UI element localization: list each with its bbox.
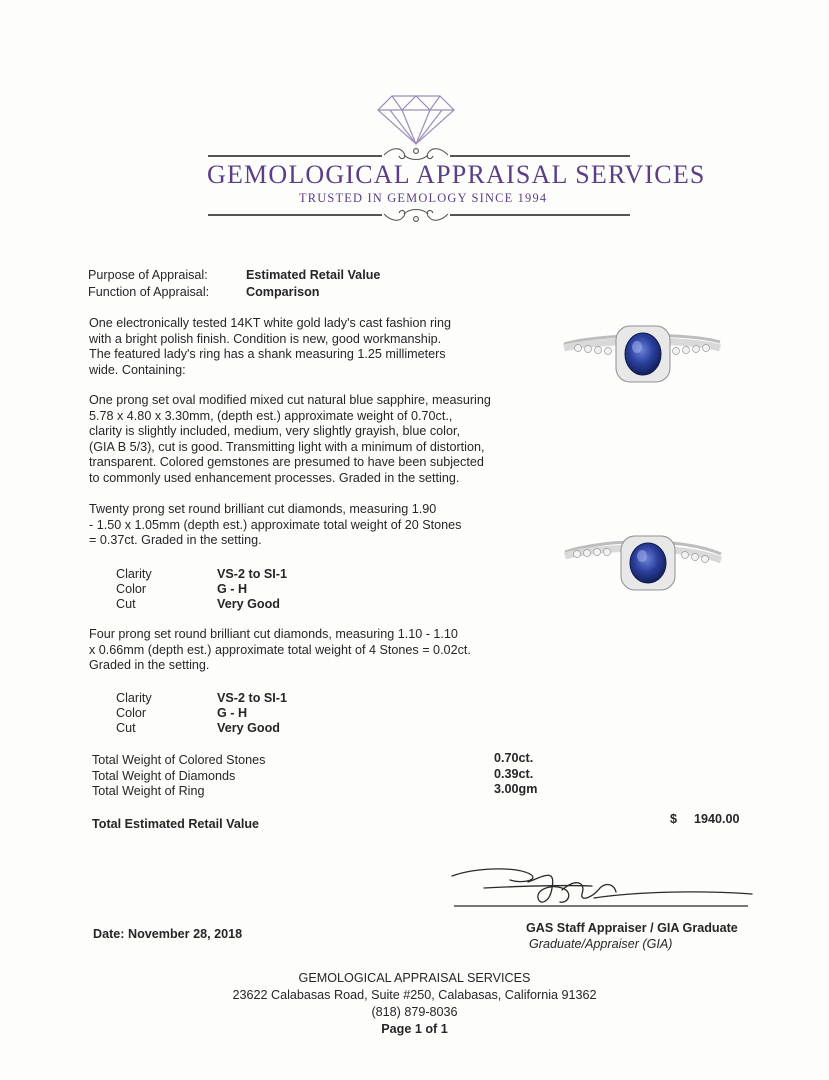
footer-company: GEMOLOGICAL APPRAISAL SERVICES	[298, 971, 531, 985]
retail-value-label: Total Estimated Retail Value	[92, 817, 260, 831]
grade-label: Cut	[116, 721, 136, 735]
text-line: 5.78 x 4.80 x 3.30mm, (depth est.) approximate weight of 0.70ct.,	[89, 408, 453, 423]
grade-value: VS-2 to SI-1	[217, 691, 287, 705]
diamonds1-grades	[116, 567, 356, 615]
appraiser-credential: Graduate/Appraiser (GIA)	[529, 937, 673, 951]
purpose-label: Purpose of Appraisal:	[88, 268, 208, 282]
text-line: - 1.50 x 1.05mm (depth est.) approximate total weight of 20 Stones	[89, 517, 462, 532]
footer-address: 23622 Calabasas Road, Suite #250, Calabasas, California 91362	[232, 988, 597, 1002]
text-line: transparent. Colored gemstones are presumed to have been subjected	[89, 455, 484, 470]
diamonds2-grades	[116, 691, 356, 739]
flourish-icon	[382, 206, 450, 226]
text-line: to commonly used enhancement processes. Graded in the setting.	[89, 470, 460, 485]
text-line: (GIA B 5/3), cut is good. Transmitting light with a minimum of distortion,	[89, 439, 485, 454]
signature-icon	[444, 858, 760, 916]
total-value: 3.00gm	[494, 782, 538, 797]
footer-rule-right	[450, 214, 630, 216]
function-value: Comparison	[246, 285, 320, 299]
function-label: Function of Appraisal:	[88, 285, 210, 299]
diamond-logo-icon	[374, 92, 458, 146]
grade-label: Color	[116, 706, 147, 720]
text-line: x 0.66mm (depth est.) approximate total weight of 4 Stones = 0.02ct.	[89, 642, 471, 657]
total-label: Total Weight of Diamonds	[92, 768, 236, 783]
text-line: Four prong set round brilliant cut diamonds, measuring 1.10 - 1.10	[89, 627, 458, 641]
footer	[0, 970, 829, 1038]
grade-value: Very Good	[217, 597, 280, 611]
text-line: One prong set oval modified mixed cut natural blue sapphire, measuring	[89, 393, 491, 407]
text-line: The featured lady's ring has a shank measuring 1.25 millimeters	[89, 347, 446, 362]
company-tagline: TRUSTED IN GEMOLOGY SINCE 1994	[299, 191, 548, 205]
ring-photo-top	[556, 318, 728, 392]
company-name: GEMOLOGICAL APPRAISAL SERVICES	[207, 160, 706, 189]
text-line: with a bright polish finish. Condition is new, good workmanship.	[89, 331, 442, 346]
grade-label: Color	[116, 582, 147, 596]
purpose-value: Estimated Retail Value	[246, 268, 381, 282]
appraisal-date: Date: November 28, 2018	[93, 927, 243, 941]
grade-value: VS-2 to SI-1	[217, 567, 287, 581]
text-line: Twenty prong set round brilliant cut diamonds, measuring 1.90	[89, 502, 437, 516]
diamonds1-paragraph	[89, 502, 461, 549]
header-rule-right	[450, 155, 630, 157]
page-number: Page 1 of 1	[381, 1022, 448, 1036]
footer-phone: (818) 879-8036	[371, 1005, 458, 1019]
text-line: clarity is slightly included, medium, very slightly grayish, blue color,	[89, 424, 460, 439]
grade-value: G - H	[217, 582, 248, 596]
totals-values	[494, 751, 537, 798]
footer-rule-left	[208, 214, 382, 216]
grade-label: Clarity	[116, 691, 152, 705]
text-line: wide. Containing:	[89, 362, 186, 377]
grade-label: Clarity	[116, 567, 152, 581]
header-rule-left	[208, 155, 382, 157]
total-value: 0.39ct.	[494, 766, 534, 781]
currency-symbol: $	[670, 812, 678, 826]
totals-labels	[92, 753, 265, 800]
grade-value: Very Good	[217, 721, 280, 735]
appraiser-title: GAS Staff Appraiser / GIA Graduate	[526, 921, 738, 935]
total-value: 0.70ct.	[494, 751, 534, 765]
text-line: = 0.37ct. Graded in the setting.	[89, 533, 262, 548]
retail-value-amount: 1940.00	[694, 812, 740, 826]
grade-label: Cut	[116, 597, 136, 611]
grade-value: G - H	[217, 706, 248, 720]
text-line: One electronically tested 14KT white gold lady's cast fashion ring	[89, 316, 451, 330]
text-line: Graded in the setting.	[89, 658, 210, 673]
ring-photo-bottom	[559, 526, 727, 596]
total-label: Total Weight of Colored Stones	[92, 753, 266, 767]
sapphire-paragraph	[89, 393, 491, 487]
intro-paragraph	[89, 316, 451, 378]
total-label: Total Weight of Ring	[92, 784, 205, 799]
diamonds2-paragraph	[89, 627, 471, 674]
